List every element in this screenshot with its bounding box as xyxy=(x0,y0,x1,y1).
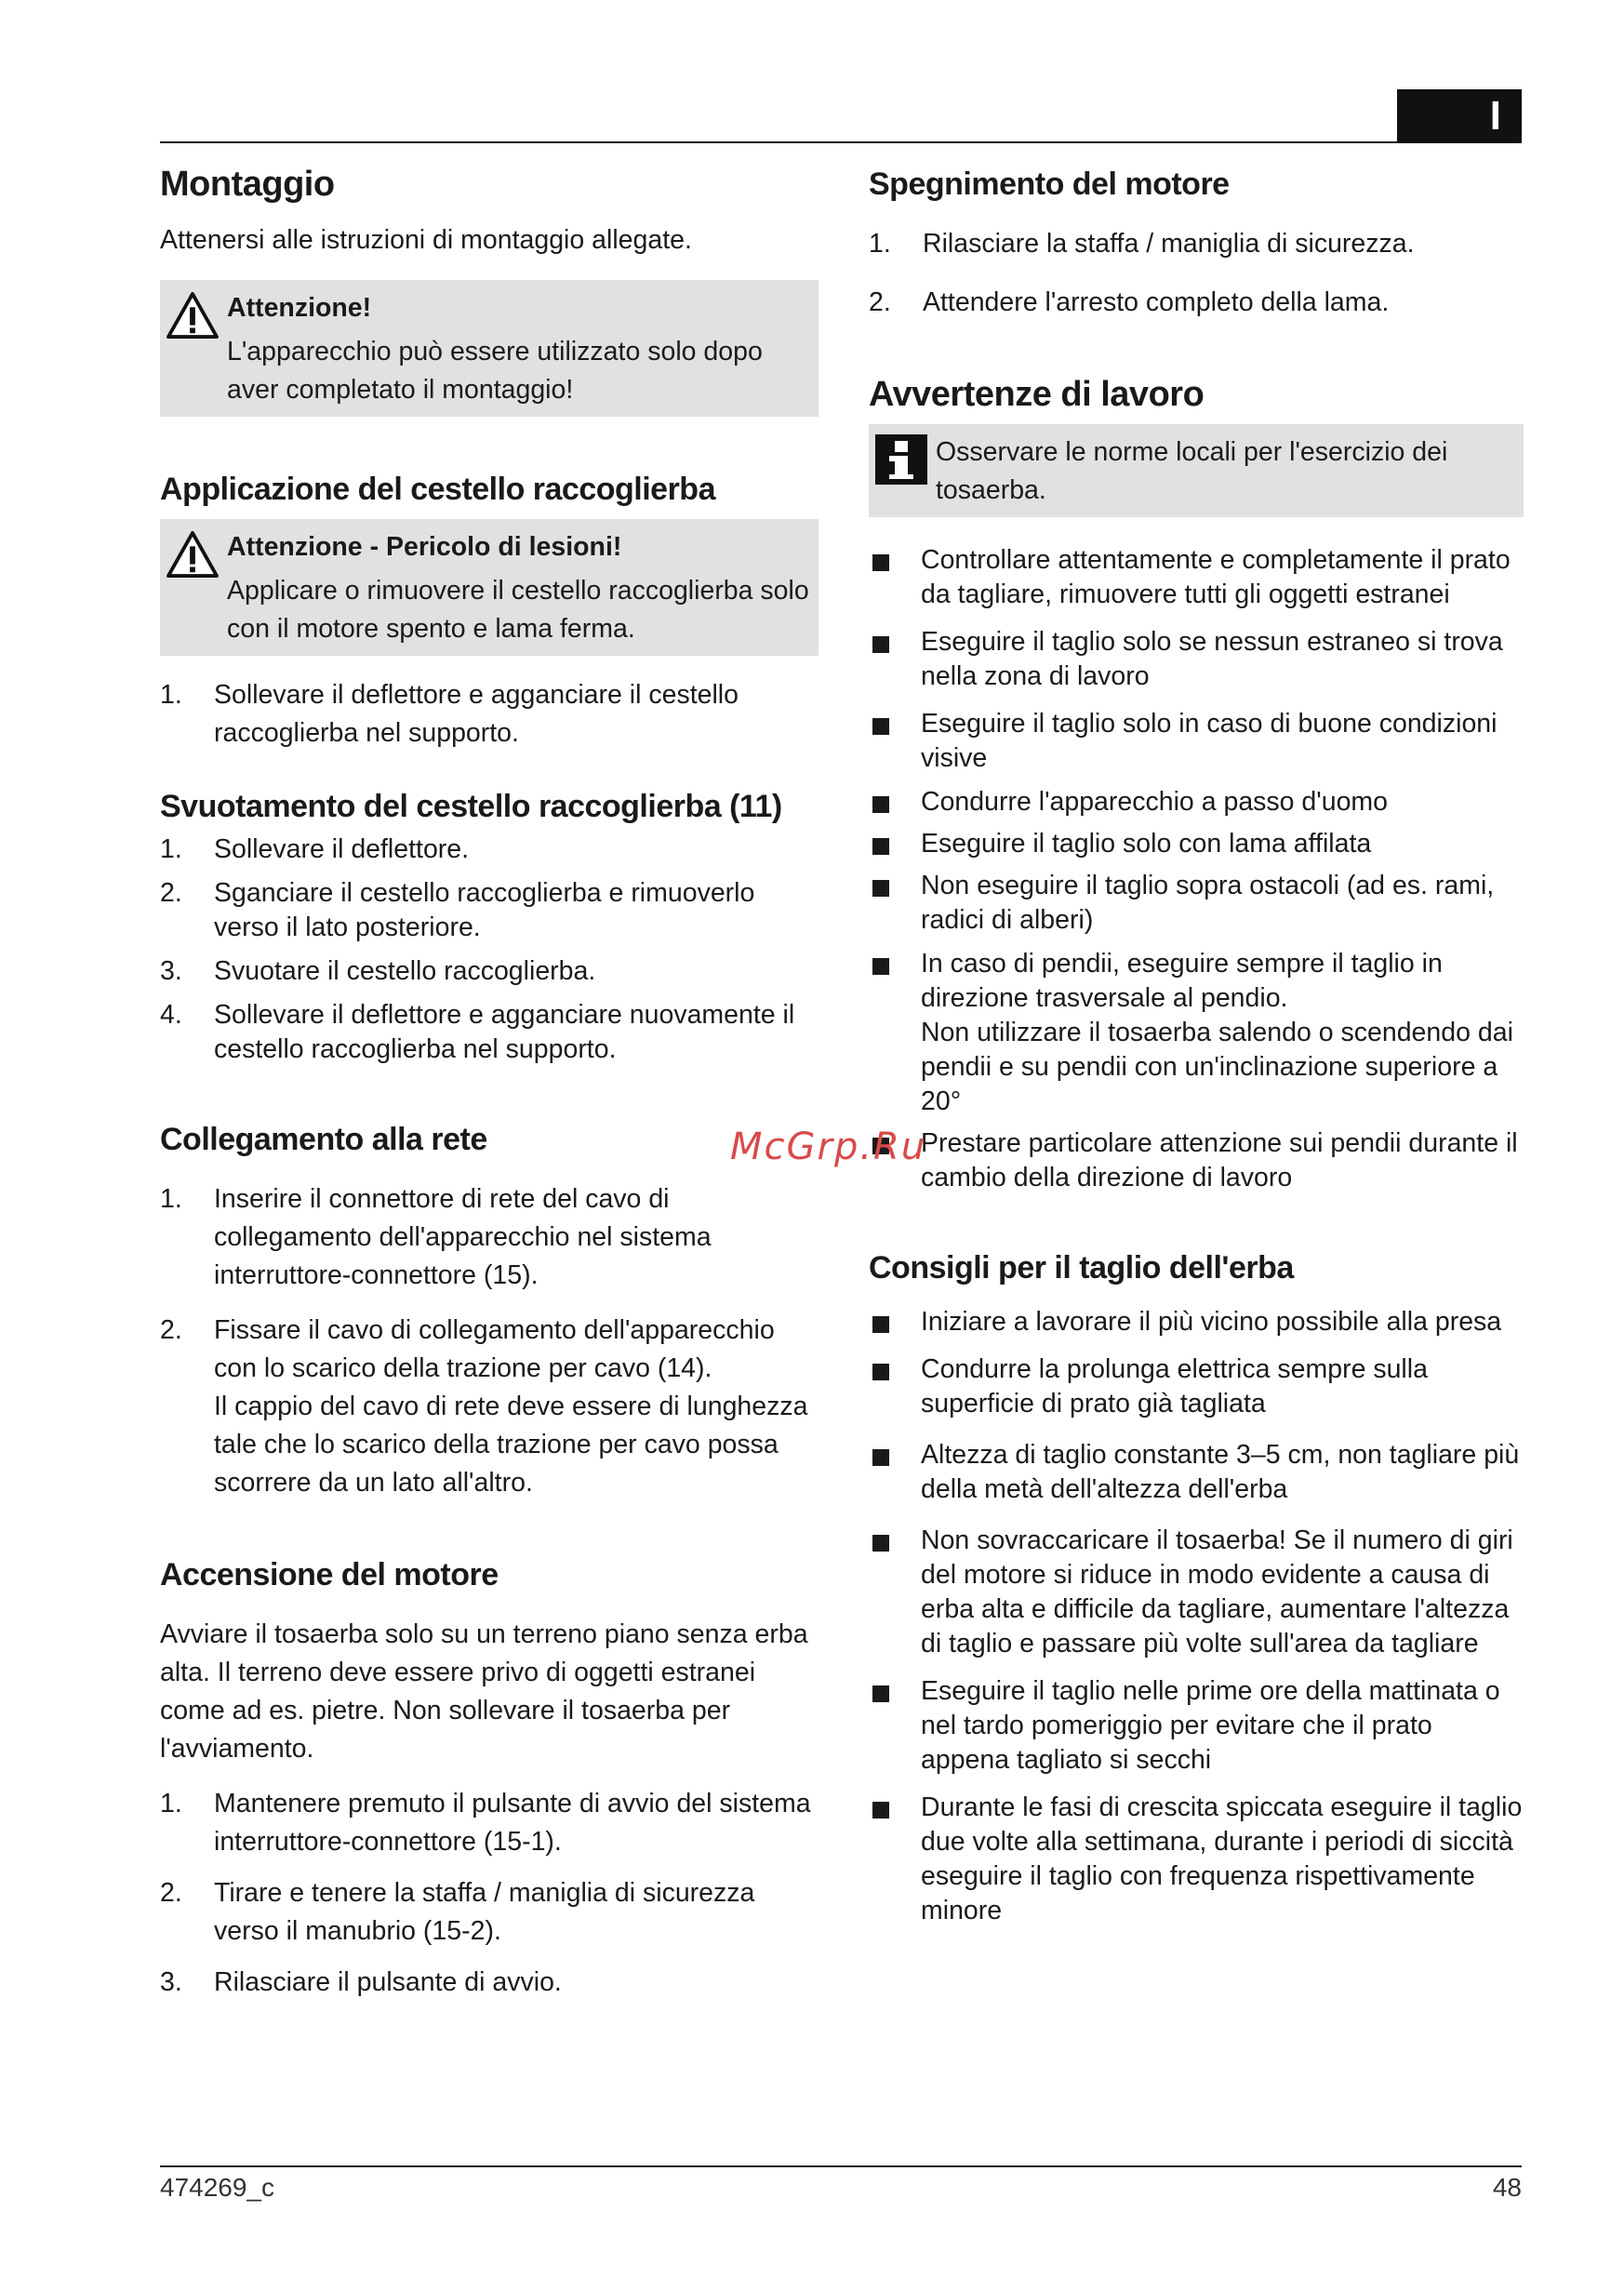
item-text: Eseguire il taglio solo con lama affilata xyxy=(921,829,1372,859)
step-text: Attendere l'arresto completo della lama. xyxy=(923,287,1390,317)
warning-icon xyxy=(166,530,220,579)
bullet-square-icon xyxy=(872,958,889,975)
list-item xyxy=(869,869,1524,938)
bullet-square-icon xyxy=(872,796,889,813)
item-text: Non eseguire il taglio sopra ostacoli (ad es. rami, radici di alberi) xyxy=(921,871,1495,935)
step-number: 2. xyxy=(160,1315,182,1345)
step-number: 3. xyxy=(160,1967,182,1997)
list-item xyxy=(869,543,1524,612)
step-text: Sollevare il deflettore. xyxy=(214,834,470,864)
list-item xyxy=(869,1791,1524,1928)
list-item xyxy=(160,1312,819,1502)
item-text: Condurre l'apparecchio a passo d'uomo xyxy=(921,787,1389,817)
language-tab-label: I xyxy=(1489,93,1501,139)
list-item xyxy=(869,827,1524,861)
step-number: 2. xyxy=(869,287,891,317)
page-number: 48 xyxy=(1492,2173,1522,2202)
item-text: Eseguire il taglio nelle prime ore della mattinata o nel tardo pomeriggio per evitare che il prato appena tagliato si secchi xyxy=(921,1676,1500,1775)
spegnimento-steps xyxy=(869,225,1524,322)
list-item xyxy=(869,1524,1524,1661)
section-title-accensione: Accensione del motore xyxy=(160,1557,499,1592)
info-icon xyxy=(874,433,928,486)
info-box-avvertenze xyxy=(869,424,1524,517)
step-number: 4. xyxy=(160,1000,182,1030)
info-text: Osservare le norme locali per l'esercizio dei tosaerba. xyxy=(936,437,1448,505)
step-number: 2. xyxy=(160,878,182,908)
list-item xyxy=(869,1305,1524,1339)
step-number: 1. xyxy=(160,1184,182,1214)
list-item xyxy=(869,1674,1524,1778)
item-text: In caso di pendii, eseguire sempre il taglio in direzione trasversale al pendio. xyxy=(921,949,1443,1013)
item-text: Condurre la prolunga elettrica sempre sulla superficie di prato già tagliata xyxy=(921,1354,1428,1419)
top-rule xyxy=(160,141,1397,143)
list-item xyxy=(160,1180,819,1295)
step-text-note: Il cappio del cavo di rete deve essere di lunghezza tale che lo scarico della trazione per cavo possa scorrere da un lato all'altro. xyxy=(214,1392,808,1498)
warning-text: L'apparecchio può essere utilizzato solo dopo aver completato il montaggio! xyxy=(227,337,763,405)
montaggio-text: Attenersi alle istruzioni di montaggio allegate. xyxy=(160,225,692,255)
bullet-square-icon xyxy=(872,838,889,855)
list-item xyxy=(160,1874,819,1951)
step-number: 1. xyxy=(160,834,182,864)
bullet-square-icon xyxy=(872,1802,889,1818)
step-number: 3. xyxy=(160,956,182,986)
section-title-svuotamento: Svuotamento del cestello raccoglierba (11) xyxy=(160,789,782,824)
accensione-text: Avviare il tosaerba solo su un terreno piano senza erba alta. Il terreno deve essere privo di oggetti estranei come ad es. pietre. Non sollevare il tosaerba per l'avviamento. xyxy=(160,1619,808,1764)
step-number: 2. xyxy=(160,1878,182,1908)
collegamento-steps xyxy=(160,1180,819,1502)
list-item xyxy=(160,676,819,753)
section-title-avvertenze: Avvertenze di lavoro xyxy=(869,375,1205,414)
step-text: Mantenere premuto il pulsante di avvio del sistema interruttore-connettore (15-1). xyxy=(214,1789,811,1857)
language-tab xyxy=(1397,89,1522,143)
watermark: McGrp.Ru xyxy=(730,1126,927,1168)
step-text: Svuotare il cestello raccoglierba. xyxy=(214,956,596,986)
list-item xyxy=(160,1785,819,1861)
item-text: Prestare particolare attenzione sui pendii durante il cambio della direzione di lavoro xyxy=(921,1128,1518,1192)
bullet-square-icon xyxy=(872,718,889,735)
warning-title: Attenzione! xyxy=(227,293,372,323)
item-text: Non sovraccaricare il tosaerba! Se il numero di giri del motore si riduce in modo evidente a causa di erba alta e difficile da tagliare, aumentare l'altezza di taglio e passare più volte sull'area da tagliare xyxy=(921,1525,1513,1659)
warning-text: Applicare o rimuovere il cestello raccoglierba solo con il motore spento e lama ferma. xyxy=(227,576,809,644)
list-item xyxy=(869,625,1524,694)
step-number: 1. xyxy=(160,1789,182,1818)
list-item xyxy=(869,947,1524,1119)
right-column xyxy=(869,164,1524,1928)
section-title-spegnimento: Spegnimento del motore xyxy=(869,167,1230,202)
bullet-square-icon xyxy=(872,1449,889,1466)
bottom-rule xyxy=(160,2165,1522,2167)
step-text: Sollevare il deflettore e agganciare il cestello raccoglierba nel supporto. xyxy=(214,680,739,748)
avvertenze-list xyxy=(869,543,1524,1195)
list-item xyxy=(869,1126,1524,1195)
section-title-applicazione: Applicazione del cestello raccoglierba xyxy=(160,472,715,507)
step-text: Inserire il connettore di rete del cavo di collegamento dell'apparecchio nel sistema interruttore-connettore (15). xyxy=(214,1184,712,1290)
item-text: Eseguire il taglio solo in caso di buone condizioni visive xyxy=(921,709,1498,773)
applicazione-steps xyxy=(160,676,819,753)
consigli-list xyxy=(869,1305,1524,1928)
bullet-square-icon xyxy=(872,1364,889,1380)
item-text: Altezza di taglio constante 3–5 cm, non tagliare più della metà dell'altezza dell'erba xyxy=(921,1440,1520,1504)
list-item xyxy=(869,1352,1524,1421)
step-number: 1. xyxy=(869,229,891,259)
list-item xyxy=(160,1964,819,2002)
accensione-steps xyxy=(160,1785,819,2002)
list-item xyxy=(869,707,1524,776)
document-code: 474269_c xyxy=(160,2173,275,2202)
section-title-consigli: Consigli per il taglio dell'erba xyxy=(869,1250,1294,1286)
step-number: 1. xyxy=(160,680,182,710)
step-text: Fissare il cavo di collegamento dell'apparecchio con lo scarico della trazione per cavo (14). xyxy=(214,1315,775,1383)
section-title-montaggio: Montaggio xyxy=(160,165,335,204)
section-title-collegamento: Collegamento alla rete xyxy=(160,1122,487,1157)
warning-box-montaggio xyxy=(160,280,819,417)
warning-title: Attenzione - Pericolo di lesioni! xyxy=(227,532,622,562)
item-text: Controllare attentamente e completamente il prato da tagliare, rimuovere tutti gli oggetti estranei xyxy=(921,545,1511,609)
item-text: Iniziare a lavorare il più vicino possibile alla presa xyxy=(921,1307,1502,1337)
list-item xyxy=(869,785,1524,819)
left-column xyxy=(160,164,819,2002)
bullet-square-icon xyxy=(872,1316,889,1333)
list-item xyxy=(869,284,1524,322)
warning-box-applicazione xyxy=(160,519,819,656)
step-text: Sollevare il deflettore e agganciare nuovamente il cestello raccoglierba nel supporto. xyxy=(214,1000,795,1064)
bullet-square-icon xyxy=(872,636,889,653)
list-item xyxy=(160,876,819,945)
slope-note: Non utilizzare il tosaerba salendo o scendendo dai pendii e su pendii con un'inclinazione superiore a 20° xyxy=(921,1018,1513,1116)
svuotamento-steps xyxy=(160,833,819,1067)
step-text: Rilasciare la staffa / maniglia di sicurezza. xyxy=(923,229,1415,259)
bullet-square-icon xyxy=(872,1685,889,1702)
list-item xyxy=(160,954,819,989)
bullet-square-icon xyxy=(872,554,889,571)
item-text: Durante le fasi di crescita spiccata eseguire il taglio due volte alla settimana, durante i periodi di siccità eseguire il taglio con frequenza rispettivamente minore xyxy=(921,1792,1523,1925)
item-text: Eseguire il taglio solo se nessun estraneo si trova nella zona di lavoro xyxy=(921,627,1503,691)
step-text: Tirare e tenere la staffa / maniglia di sicurezza verso il manubrio (15-2). xyxy=(214,1878,755,1946)
list-item xyxy=(869,225,1524,263)
bullet-square-icon xyxy=(872,1535,889,1552)
step-text: Sganciare il cestello raccoglierba e rimuoverlo verso il lato posteriore. xyxy=(214,878,755,942)
bullet-square-icon xyxy=(872,880,889,897)
list-item xyxy=(160,833,819,867)
warning-icon xyxy=(166,291,220,340)
step-text: Rilasciare il pulsante di avvio. xyxy=(214,1967,562,1997)
list-item xyxy=(160,998,819,1067)
list-item xyxy=(869,1438,1524,1507)
